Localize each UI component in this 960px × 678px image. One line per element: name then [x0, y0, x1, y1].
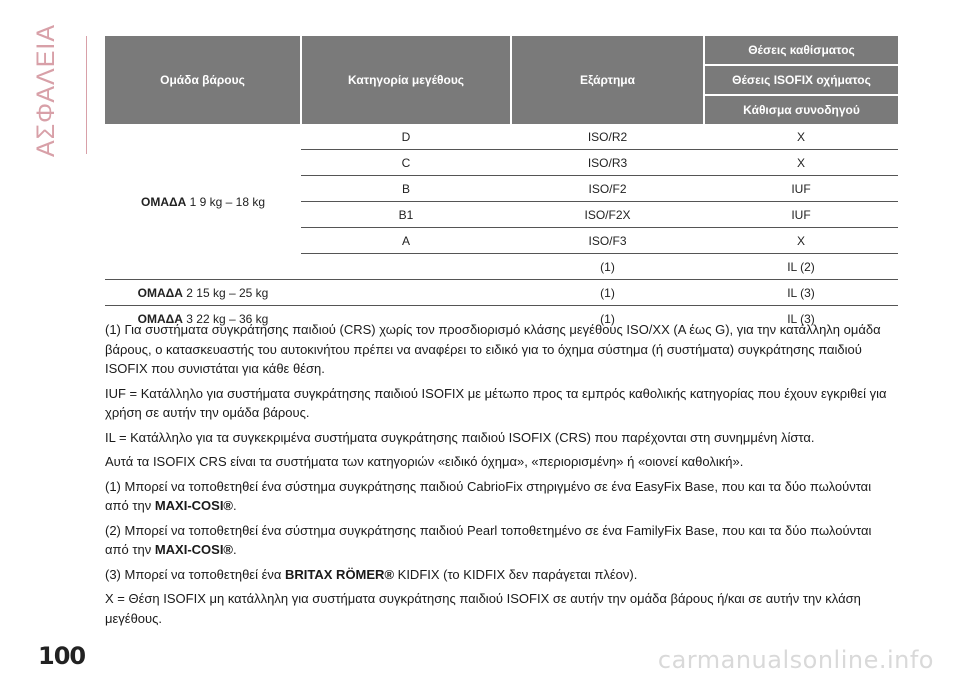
header-weight-group: Ομάδα βάρους	[105, 36, 301, 124]
header-size-category: Κατηγορία μεγέθους	[301, 36, 511, 124]
table-row	[105, 280, 898, 306]
table-row	[105, 124, 898, 150]
size-cell: A	[301, 228, 511, 254]
size-cell: D	[401, 129, 411, 144]
group-cell: ΟΜΑΔΑ 1 9 kg – 18 kg	[140, 194, 266, 209]
seat-cell: IUF	[704, 176, 898, 202]
brand-britax: BRITAX RÖMER®	[285, 566, 395, 582]
seat-cell: X	[704, 150, 898, 176]
note-pearl: (2) Μπορεί να τοποθετηθεί ένα σύστημα συγκράτησης παιδιού Pearl τοποθετημένο σε ένα FamilyFix Base, που και τα δύο πωλούνται από την MAXI-COSI®.	[105, 522, 872, 557]
header-seat-positions: Θέσεις καθίσματος	[704, 36, 898, 65]
size-cell: B1	[301, 202, 511, 228]
fixture-cell: ISO/F2X	[511, 202, 704, 228]
note-isofix-crs: Αυτά τα ISOFIX CRS είναι τα συστήματα των κατηγοριών «ειδικό όχημα», «περιορισμένη» ή «οιονεί καθολική».	[105, 454, 744, 469]
fixture-cell: ISO/F2	[511, 176, 704, 202]
note-cabriofix: (1) Μπορεί να τοποθετηθεί ένα σύστημα συγκράτησης παιδιού CabrioFix στηριγμένο σε ένα EasyFix Base, που και τα δύο πωλούνται από την MAXI-COSI®.	[105, 478, 872, 513]
group-cell: ΟΜΑΔΑ 3 22 kg – 36 kg	[105, 306, 301, 332]
brand-maxi-cosi: MAXI-COSI®	[154, 542, 234, 557]
header-fixture: Εξάρτημα	[511, 36, 704, 124]
note-kidfix: (3) Μπορεί να τοποθετηθεί ένα BRITAX RÖMER® KIDFIX (το KIDFIX δεν παράγεται πλέον).	[105, 566, 638, 582]
seat-cell: IL (3)	[704, 280, 898, 306]
header-isofix-positions: Θέσεις ISOFIX οχήματος	[704, 65, 898, 95]
isofix-table	[105, 36, 898, 331]
fixture-cell: ISO/F3	[511, 228, 704, 254]
watermark: carmanualsonline.info	[657, 646, 934, 674]
group-cell: ΟΜΑΔΑ 2 15 kg – 25 kg	[105, 280, 301, 306]
section-rule	[86, 36, 87, 154]
seat-cell: IL (3)	[704, 306, 898, 332]
size-cell	[301, 280, 511, 306]
fixture-cell: ISO/R2	[587, 129, 628, 144]
section-title	[20, 23, 74, 157]
page-number: 100	[38, 642, 86, 670]
fixture-cell: (1)	[511, 280, 704, 306]
size-cell: C	[301, 150, 511, 176]
note-x: X = Θέση ISOFIX μη κατάλληλη για συστήματα συγκράτησης παιδιού ISOFIX σε αυτήν την ομάδα βάρους ή/και σε αυτήν την κλάση μεγέθους.	[105, 591, 861, 626]
seat-cell: IUF	[704, 202, 898, 228]
section-title-text: ΑΣΦΑΛΕΙΑ	[32, 23, 61, 157]
note-il: IL = Κατάλληλο για τα συγκεκριμένα συστήματα συγκράτησης παιδιού ISOFIX (CRS) που παρέχονται στη συνημμένη λίστα.	[105, 429, 815, 445]
seat-cell: IL (2)	[704, 254, 898, 280]
brand-maxi-cosi: MAXI-COSI®	[154, 498, 234, 513]
seat-cell: X	[704, 228, 898, 254]
fixture-cell: (1)	[511, 254, 704, 280]
seat-cell: X	[796, 129, 805, 144]
header-driver-seat: Κάθισμα συνοδηγού	[704, 95, 898, 124]
note-crs: (1) Για συστήματα συγκράτησης παιδιού (CRS) χωρίς τον προσδιορισμό κλάσης μεγέθους ISO/XX (A έως G), για την κατάλληλη ομάδα βάρους, ο κατασκευαστής του αυτοκινήτου πρέπει να αναφέρει το ειδικό για το όχημα σύστημα (ή συστήματα) συγκράτησης παιδιού ISOFIX που συνιστάται για κάθε θέση.	[105, 322, 881, 376]
fixture-cell: (1)	[511, 306, 704, 332]
note-iuf: IUF = Κατάλληλο για συστήματα συγκράτησης παιδιού ISOFIX με μέτωπο προς τα εμπρός καθολικής κατηγορίας που έχουν εγκριθεί για χρήση σε αυτήν την ομάδα βάρους.	[105, 385, 887, 420]
footnotes	[105, 320, 898, 633]
size-cell	[301, 254, 511, 280]
size-cell: B	[301, 176, 511, 202]
fixture-cell: ISO/R3	[511, 150, 704, 176]
